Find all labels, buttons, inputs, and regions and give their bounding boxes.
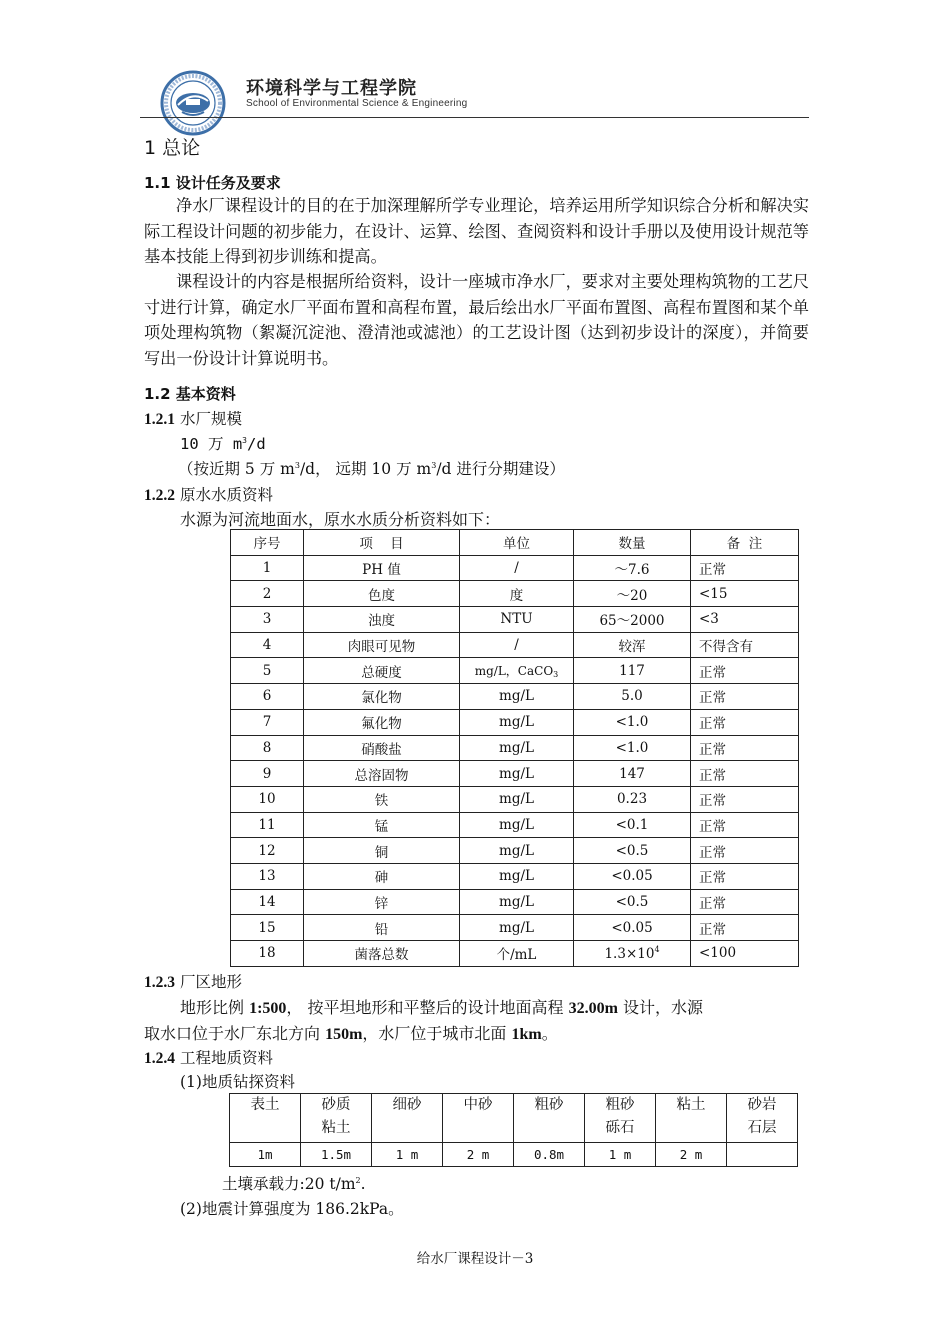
header-divider xyxy=(140,117,809,118)
terrain-text: 地形比例 xyxy=(180,998,250,1017)
section-label: 厂区地形 xyxy=(179,973,242,991)
cell-unit: NTU xyxy=(460,607,574,633)
cell-no: 7 xyxy=(231,709,304,735)
cell-unit xyxy=(460,658,574,684)
cell-remark: 正常 xyxy=(691,658,799,684)
cell-unit: / xyxy=(460,632,574,658)
table-row xyxy=(231,941,799,967)
exponent-sup: 4 xyxy=(654,944,660,954)
cell-value: 147 xyxy=(574,761,691,787)
seismic-strength: (2)地震计算强度为 186.2kPa。 xyxy=(180,1200,404,1218)
cell-no: 2 xyxy=(231,581,304,607)
cell-unit: mg/L xyxy=(460,786,574,812)
page-footer: 给水厂课程设计－3 xyxy=(416,1251,534,1267)
terrain-line-2 xyxy=(144,1021,558,1044)
cell-item: 氟化物 xyxy=(304,709,460,735)
cell-no: 1 xyxy=(231,555,304,581)
cell-no: 18 xyxy=(231,941,304,967)
section-number: 1.2.4 xyxy=(144,1050,175,1067)
table-row xyxy=(231,761,799,787)
soil-bearing-capacity xyxy=(222,1172,366,1194)
cell-remark: 正常 xyxy=(691,786,799,812)
table-row xyxy=(231,607,799,633)
table-row xyxy=(231,735,799,761)
city-distance: 1km xyxy=(511,1026,542,1043)
cell-no: 10 xyxy=(231,786,304,812)
cell-unit: mg/L xyxy=(460,915,574,941)
cell-unit: / xyxy=(460,555,574,581)
phase-note xyxy=(178,457,565,479)
layer-name: 中砂 xyxy=(443,1094,514,1143)
cube-sup: 3 xyxy=(431,461,437,470)
cell-value: ～7.6 xyxy=(574,555,691,581)
cell-remark: 正常 xyxy=(691,735,799,761)
cell-item: 浊度 xyxy=(304,607,460,633)
bearing-text: 土壤承载力:20 t/m xyxy=(222,1175,356,1193)
layer-name: 粗砂 xyxy=(514,1094,585,1143)
table-row xyxy=(231,863,799,889)
cell-value: 较浑 xyxy=(574,632,691,658)
paragraph-content: 课程设计的内容是根据所给资料，设计一座城市净水厂，要求对主要处理构筑物的工艺尺寸进行计算，确定水厂平面布置和高程布置，最后绘出水厂平面布置图、高程布置图和某个单项处理构筑物（絮凝沉淀池、澄清池或滤池）的工艺设计图（达到初步设计的深度），并简要写出一份设计计算说明书。 xyxy=(144,272,809,368)
cell-value: <0.5 xyxy=(574,838,691,864)
cell-unit: mg/L xyxy=(460,838,574,864)
cell-remark: 不得含有 xyxy=(691,632,799,658)
intake-distance: 150m xyxy=(325,1026,363,1043)
school-name-cn: 环境科学与工程学院 xyxy=(246,78,417,99)
map-scale: 1:500 xyxy=(249,1000,287,1017)
cell-remark: 正常 xyxy=(691,838,799,864)
cell-unit: mg/L xyxy=(460,709,574,735)
section-1-2-3-title xyxy=(144,970,242,992)
table-row xyxy=(231,581,799,607)
cell-remark: 正常 xyxy=(691,812,799,838)
cell-value xyxy=(574,941,691,967)
cell-no: 12 xyxy=(231,838,304,864)
layer-thickness: 1 m xyxy=(372,1143,443,1167)
layer-thickness: 1m xyxy=(230,1143,301,1167)
cube-sup: 3 xyxy=(242,436,247,445)
cell-value: 117 xyxy=(574,658,691,684)
cell-value: <0.5 xyxy=(574,889,691,915)
table-row xyxy=(231,889,799,915)
cell-value: 0.23 xyxy=(574,786,691,812)
cell-item: 总硬度 xyxy=(304,658,460,684)
section-1-2-1-title xyxy=(144,407,242,429)
cell-remark: 正常 xyxy=(691,915,799,941)
cell-item: 锌 xyxy=(304,889,460,915)
terrain-text: ，水厂位于城市北面 xyxy=(362,1024,512,1043)
layer-thickness: 2 m xyxy=(443,1143,514,1167)
scale-unit: /d xyxy=(247,435,266,453)
cell-item: 菌落总数 xyxy=(304,941,460,967)
table-row xyxy=(231,684,799,710)
layer-name: 粘土 xyxy=(656,1094,727,1143)
layer-name: 表土 xyxy=(230,1094,301,1143)
drilling-data-label: (1)地质钻探资料 xyxy=(180,1073,295,1091)
paragraph-purpose: 净水厂课程设计的目的在于加深理解所学专业理论，培养运用所学知识综合分析和解决实际工程设计问题的初步能力，在设计、运算、绘图、查阅资料和设计手册以及使用设计规范等基本技能上得到初步训练和提高。 xyxy=(144,196,809,266)
phase-note-b: /d， 远期 10 万 m xyxy=(299,460,432,478)
page-header xyxy=(160,68,810,118)
cell-item: 砷 xyxy=(304,863,460,889)
cell-item: 色度 xyxy=(304,581,460,607)
section-label: 原水水质资料 xyxy=(179,486,273,504)
layer-thickness xyxy=(727,1143,798,1167)
cell-item: PH 值 xyxy=(304,555,460,581)
cell-no: 15 xyxy=(231,915,304,941)
cell-value: 5.0 xyxy=(574,684,691,710)
layer-thickness: 0.8m xyxy=(514,1143,585,1167)
header-cell: 序号 xyxy=(231,530,304,556)
cell-no: 14 xyxy=(231,889,304,915)
cell-value: <0.05 xyxy=(574,863,691,889)
cell-item: 肉眼可见物 xyxy=(304,632,460,658)
terrain-line-1 xyxy=(180,995,703,1018)
square-sup: 2 xyxy=(355,1176,361,1185)
header-cell: 数量 xyxy=(574,530,691,556)
water-intro: 水源为河流地面水，原水水质分析资料如下： xyxy=(180,510,501,529)
layer-name: 砂岩 石层 xyxy=(727,1094,798,1143)
cell-no: 3 xyxy=(231,607,304,633)
header-cell: 备 注 xyxy=(691,530,799,556)
layer-thickness: 1 m xyxy=(585,1143,656,1167)
cell-remark: 正常 xyxy=(691,709,799,735)
table-row xyxy=(231,786,799,812)
cell-remark: <15 xyxy=(691,581,799,607)
cell-no: 9 xyxy=(231,761,304,787)
university-seal-logo xyxy=(160,70,226,136)
section-1-2-2-title xyxy=(144,483,273,505)
cell-remark: 正常 xyxy=(691,863,799,889)
cell-value: 65～2000 xyxy=(574,607,691,633)
cell-value: ～20 xyxy=(574,581,691,607)
cell-unit: mg/L xyxy=(460,889,574,915)
bearing-text: . xyxy=(360,1175,366,1193)
scale-value: 10 万 m xyxy=(180,435,243,453)
cell-unit: mg/L xyxy=(460,684,574,710)
geology-thickness-row xyxy=(230,1143,798,1167)
section-1-2-title: 1.2 基本资料 xyxy=(144,385,236,403)
cell-item: 铜 xyxy=(304,838,460,864)
cell-value: <0.05 xyxy=(574,915,691,941)
table-row xyxy=(231,658,799,684)
cell-no: 11 xyxy=(231,812,304,838)
table-row xyxy=(231,812,799,838)
terrain-text: 取水口位于水厂东北方向 xyxy=(144,1024,326,1043)
cell-no: 5 xyxy=(231,658,304,684)
layer-name: 细砂 xyxy=(372,1094,443,1143)
section-label: 工程地质资料 xyxy=(179,1049,273,1067)
table-row xyxy=(231,555,799,581)
cell-remark: 正常 xyxy=(691,761,799,787)
unit-text: mg/L，CaCO xyxy=(474,664,554,679)
school-name-en: School of Environmental Science & Engineering xyxy=(246,98,468,109)
cell-unit: mg/L xyxy=(460,761,574,787)
header-cell: 单位 xyxy=(460,530,574,556)
cell-item: 总溶固物 xyxy=(304,761,460,787)
cell-unit: 度 xyxy=(460,581,574,607)
terrain-text: 。 xyxy=(541,1024,558,1043)
geology-table xyxy=(229,1093,798,1167)
section-label: 水厂规模 xyxy=(179,410,242,428)
table-row xyxy=(231,709,799,735)
cell-item: 铁 xyxy=(304,786,460,812)
cell-no: 6 xyxy=(231,684,304,710)
table-row xyxy=(231,632,799,658)
layer-name: 粗砂 砾石 xyxy=(585,1094,656,1143)
section-number: 1.2.3 xyxy=(144,974,175,991)
cell-no: 13 xyxy=(231,863,304,889)
cell-unit: mg/L xyxy=(460,812,574,838)
cell-no: 8 xyxy=(231,735,304,761)
cell-value: <0.1 xyxy=(574,812,691,838)
layer-name: 砂质 粘土 xyxy=(301,1094,372,1143)
caco3-subscript: 3 xyxy=(553,670,559,680)
cell-value: <1.0 xyxy=(574,709,691,735)
plant-scale xyxy=(180,432,266,454)
cell-remark: <3 xyxy=(691,607,799,633)
design-elevation: 32.00m xyxy=(568,1000,618,1017)
cell-remark: 正常 xyxy=(691,684,799,710)
cell-no: 4 xyxy=(231,632,304,658)
layer-thickness: 2 m xyxy=(656,1143,727,1167)
cell-item: 氯化物 xyxy=(304,684,460,710)
cell-unit: 个/mL xyxy=(460,941,574,967)
layer-thickness: 1.5m xyxy=(301,1143,372,1167)
cell-item: 铅 xyxy=(304,915,460,941)
phase-note-c: /d 进行分期建设） xyxy=(436,460,565,478)
section-1-1-title: 1.1 设计任务及要求 xyxy=(144,174,281,192)
cell-unit: mg/L xyxy=(460,863,574,889)
table-row xyxy=(231,838,799,864)
table-header-row xyxy=(231,530,799,556)
cell-remark: <100 xyxy=(691,941,799,967)
phase-note-a: （按近期 5 万 m xyxy=(178,460,295,478)
section-number: 1.2.1 xyxy=(144,411,175,428)
cell-remark: 正常 xyxy=(691,555,799,581)
cell-value: <1.0 xyxy=(574,735,691,761)
section-1-2-4-title xyxy=(144,1046,273,1068)
header-cell: 项 目 xyxy=(304,530,460,556)
terrain-text: 设计，水源 xyxy=(617,998,704,1017)
chapter-title: 1 总论 xyxy=(144,137,201,159)
water-quality-table xyxy=(230,529,799,967)
table-row xyxy=(231,915,799,941)
cube-sup: 3 xyxy=(294,461,300,470)
cell-unit: mg/L xyxy=(460,735,574,761)
terrain-text: ， 按平坦地形和平整后的设计地面高程 xyxy=(286,998,569,1017)
cell-item: 硝酸盐 xyxy=(304,735,460,761)
section-number: 1.2.2 xyxy=(144,487,175,504)
cell-remark: 正常 xyxy=(691,889,799,915)
cell-item: 锰 xyxy=(304,812,460,838)
geology-layer-row xyxy=(230,1094,798,1143)
value-text: 1.3×10 xyxy=(604,945,655,962)
